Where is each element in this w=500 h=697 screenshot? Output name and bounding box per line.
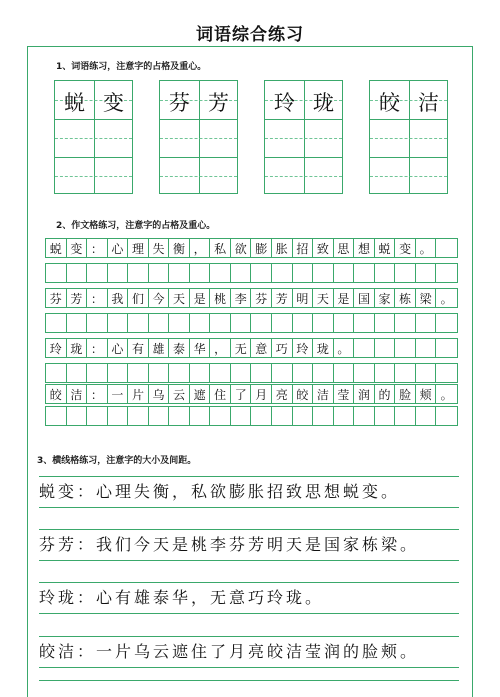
word-grid-character: 变 (103, 91, 124, 115)
grid-cell: ： (87, 239, 108, 257)
grid-cell: 变 (67, 239, 88, 257)
grid-cell: 了 (231, 385, 252, 403)
word-grid-character: 珑 (313, 91, 334, 115)
grid-cell (87, 407, 108, 425)
grid-cell (149, 407, 170, 425)
grid-cell: 我 (108, 289, 129, 307)
grid-cell (395, 407, 416, 425)
grid-cell: 皎 (46, 385, 67, 403)
grid-cell: 。 (440, 291, 453, 306)
grid-cell (67, 314, 88, 332)
grid-cell (436, 407, 457, 425)
grid-cell: ： (87, 339, 108, 357)
grid-cell: 莹 (334, 385, 355, 403)
grid-cell: 致 (313, 239, 334, 257)
word-grid (54, 80, 133, 194)
grid-cell (169, 314, 190, 332)
lined-row (39, 582, 459, 614)
grid-cell: 雄 (149, 339, 170, 357)
grid-cell (210, 364, 231, 382)
page-title: 词语综合练习 (196, 25, 304, 45)
word-grid-character: 芳 (208, 91, 229, 115)
grid-cell (190, 264, 211, 282)
grid-cell: 李 (231, 289, 252, 307)
grid-cell (87, 314, 108, 332)
grid-cell (231, 314, 252, 332)
grid-cell: 栋 (395, 289, 416, 307)
grid-cell: 变 (395, 239, 416, 257)
grid-cell: 家 (375, 289, 396, 307)
grid-cell: ： (87, 385, 108, 403)
grid-cell: 天 (313, 289, 334, 307)
grid-cell (436, 239, 457, 257)
word-grid-character: 洁 (418, 91, 439, 115)
grid-cell (313, 364, 334, 382)
grid-cell (395, 364, 416, 382)
grid-cell: 玲 (46, 339, 67, 357)
grid-cell (67, 264, 88, 282)
grid-cell (395, 314, 416, 332)
grid-cell: 颊 (416, 385, 437, 403)
grid-cell: 皎 (293, 385, 314, 403)
grid-cell: 。 (334, 339, 355, 357)
grid-row (45, 338, 458, 358)
grid-cell (46, 407, 67, 425)
grid-cell (334, 364, 355, 382)
lined-row (39, 636, 459, 668)
grid-cell (395, 339, 416, 357)
grid-cell (375, 407, 396, 425)
grid-cell (67, 364, 88, 382)
grid-cell (46, 264, 67, 282)
grid-cell: 珑 (67, 339, 88, 357)
grid-cell: ， (210, 339, 231, 357)
grid-cell (313, 314, 334, 332)
grid-cell (231, 407, 252, 425)
grid-cell (375, 264, 396, 282)
grid-cell (190, 314, 211, 332)
grid-cell (210, 264, 231, 282)
grid-cell (313, 407, 334, 425)
lined-sentence: 蜕变：心理失衡，私欲膨胀招致思想蜕变。 (39, 482, 401, 501)
grid-cell (293, 314, 314, 332)
grid-cell: 云 (169, 385, 190, 403)
section2-heading: 2、作文格练习，注意字的占格及重心。 (56, 221, 216, 231)
grid-cell: 胀 (272, 239, 293, 257)
grid-cell (128, 264, 149, 282)
grid-cell: 们 (128, 289, 149, 307)
grid-cell: 明 (293, 289, 314, 307)
grid-cell: 招 (293, 239, 314, 257)
grid-cell: 一 (108, 385, 129, 403)
grid-cell: 。 (416, 239, 437, 257)
grid-cell: 泰 (169, 339, 190, 357)
grid-cell: ， (190, 239, 211, 257)
grid-cell (272, 364, 293, 382)
grid-cell (149, 314, 170, 332)
grid-cell (436, 364, 457, 382)
grid-cell: 芬 (251, 289, 272, 307)
grid-cell (334, 407, 355, 425)
grid-cell (354, 407, 375, 425)
grid-cell (375, 339, 396, 357)
lined-row-blank (39, 680, 459, 681)
grid-cell: 脸 (395, 385, 416, 403)
grid-cell (293, 364, 314, 382)
grid-cell (272, 407, 293, 425)
grid-row (45, 406, 458, 426)
grid-row (45, 384, 458, 404)
grid-cell (210, 314, 231, 332)
grid-cell: 想 (354, 239, 375, 257)
grid-cell: 欲 (231, 239, 252, 257)
grid-cell: 心 (108, 339, 129, 357)
grid-cell (293, 407, 314, 425)
grid-cell: 桃 (210, 289, 231, 307)
grid-cell (272, 314, 293, 332)
grid-cell (354, 264, 375, 282)
grid-cell (128, 407, 149, 425)
grid-cell (375, 364, 396, 382)
grid-cell (251, 407, 272, 425)
grid-cell (108, 314, 129, 332)
grid-cell (108, 364, 129, 382)
grid-cell (231, 364, 252, 382)
grid-row (45, 363, 458, 383)
word-grid (369, 80, 448, 194)
grid-cell (354, 339, 375, 357)
word-grid (264, 80, 343, 194)
grid-cell (416, 339, 437, 357)
grid-cell: 国 (354, 289, 375, 307)
grid-cell (416, 364, 437, 382)
grid-cell (354, 364, 375, 382)
grid-cell (169, 407, 190, 425)
section1-heading: 1、词语练习，注意字的占格及重心。 (56, 62, 207, 72)
grid-cell: 是 (190, 289, 211, 307)
grid-cell: 玲 (293, 339, 314, 357)
grid-cell (375, 314, 396, 332)
grid-row (45, 288, 458, 308)
grid-cell (87, 264, 108, 282)
grid-cell: 芳 (67, 289, 88, 307)
grid-cell: 华 (190, 339, 211, 357)
grid-cell: 住 (210, 385, 231, 403)
grid-cell (395, 264, 416, 282)
word-grid-character: 玲 (274, 91, 295, 115)
grid-cell (108, 407, 129, 425)
grid-cell: 私 (210, 239, 231, 257)
grid-cell: 润 (354, 385, 375, 403)
lined-sentence: 芬芳：我们今天是桃李芬芳明天是国家栋梁。 (39, 535, 420, 554)
grid-cell (313, 264, 334, 282)
grid-cell: 失 (149, 239, 170, 257)
grid-cell (436, 264, 457, 282)
word-grid-character: 蜕 (64, 91, 85, 115)
word-grid-character: 芬 (169, 91, 190, 115)
grid-cell: 芳 (272, 289, 293, 307)
grid-cell: 月 (251, 385, 272, 403)
grid-cell: 思 (334, 239, 355, 257)
grid-cell: 梁 (416, 289, 437, 307)
grid-row (45, 313, 458, 333)
grid-cell (416, 314, 437, 332)
grid-cell (293, 264, 314, 282)
grid-cell (46, 364, 67, 382)
grid-cell: 衡 (169, 239, 190, 257)
grid-cell: 理 (128, 239, 149, 257)
grid-cell (149, 364, 170, 382)
grid-cell (251, 364, 272, 382)
grid-cell: 。 (440, 387, 453, 402)
grid-cell (190, 407, 211, 425)
grid-cell: 的 (375, 385, 396, 403)
word-grid (159, 80, 238, 194)
grid-cell: 无 (231, 339, 252, 357)
grid-cell: 心 (108, 239, 129, 257)
grid-cell (251, 264, 272, 282)
grid-cell (128, 314, 149, 332)
grid-cell: 有 (128, 339, 149, 357)
grid-cell: ： (87, 289, 108, 307)
grid-cell: 遮 (190, 385, 211, 403)
section3-heading: 3、横线格练习，注意字的大小及间距。 (37, 456, 197, 466)
grid-cell: 珑 (313, 339, 334, 357)
grid-cell: 是 (334, 289, 355, 307)
grid-cell: 巧 (272, 339, 293, 357)
grid-cell (87, 364, 108, 382)
grid-cell: 意 (251, 339, 272, 357)
grid-cell (128, 364, 149, 382)
grid-cell: 乌 (149, 385, 170, 403)
grid-row (45, 238, 458, 258)
grid-cell: 膨 (251, 239, 272, 257)
grid-cell: 今 (149, 289, 170, 307)
grid-cell (108, 264, 129, 282)
grid-cell (354, 314, 375, 332)
grid-cell (231, 264, 252, 282)
grid-cell (416, 264, 437, 282)
grid-cell (416, 407, 437, 425)
grid-cell: 芬 (46, 289, 67, 307)
grid-cell (436, 314, 457, 332)
grid-cell: 蜕 (375, 239, 396, 257)
lined-row (39, 529, 459, 561)
grid-cell (272, 264, 293, 282)
grid-cell (436, 339, 457, 357)
grid-cell (334, 264, 355, 282)
grid-cell: 蜕 (46, 239, 67, 257)
grid-cell: 洁 (313, 385, 334, 403)
grid-cell: 亮 (272, 385, 293, 403)
grid-cell (149, 264, 170, 282)
grid-cell: 天 (169, 289, 190, 307)
grid-cell (67, 407, 88, 425)
lined-row (39, 476, 459, 508)
lined-sentence: 皎洁：一片乌云遮住了月亮皎洁莹润的脸颊。 (39, 642, 420, 661)
word-grid-character: 皎 (379, 91, 400, 115)
grid-cell (334, 314, 355, 332)
grid-row (45, 263, 458, 283)
grid-cell: 片 (128, 385, 149, 403)
lined-sentence: 玲珑：心有雄泰华，无意巧玲珑。 (39, 588, 325, 607)
grid-cell (169, 264, 190, 282)
grid-cell (169, 364, 190, 382)
grid-cell (210, 407, 231, 425)
grid-cell (251, 314, 272, 332)
grid-cell: 洁 (67, 385, 88, 403)
grid-cell (46, 314, 67, 332)
grid-cell (190, 364, 211, 382)
